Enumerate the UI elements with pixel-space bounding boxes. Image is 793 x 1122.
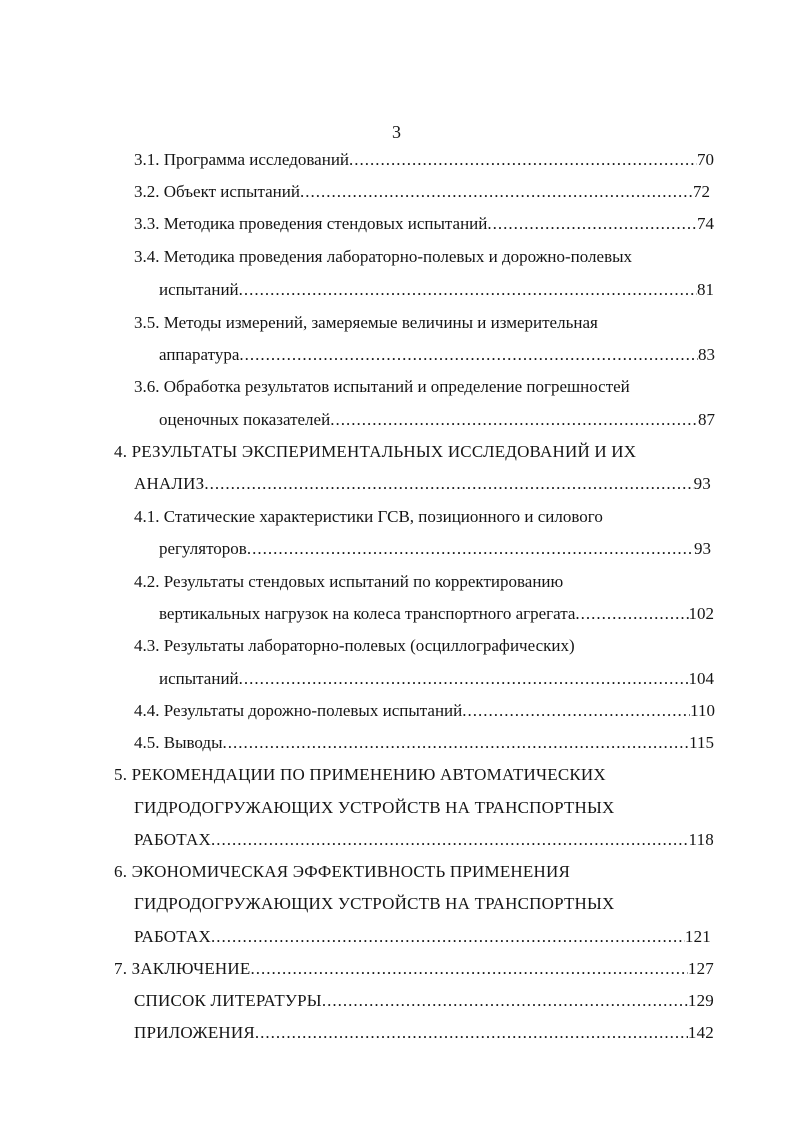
toc-leader-dots [330,409,698,431]
toc-entry-page: 142 [687,1023,714,1042]
toc-entry-4-5 [134,732,714,754]
toc-entry-title: ПРИЛОЖЕНИЯ [134,1023,255,1042]
toc-entry-title: 3.2. Объект испытаний [134,182,300,201]
toc-leader-dots [239,279,697,301]
toc-chapter-5-title-line2: ГИДРОДОГРУЖАЮЩИХ УСТРОЙСТВ НА ТРАНСПОРТНЫХ [134,798,615,817]
toc-leader-dots [211,926,685,948]
toc-entry-3-5-title: 3.5. Методы измерений, замеряемые величины и измерительная [134,313,598,332]
toc-entry-title: аппаратура [159,345,240,364]
toc-entry-title: 3.3. Методика проведения стендовых испытаний [134,214,488,233]
toc-entry-title: регуляторов [159,539,247,558]
toc-chapter-5 [134,829,714,851]
toc-leader-dots [322,990,688,1012]
toc-appendix [134,1022,714,1044]
toc-entry-title: 4.5. Выводы [134,733,223,752]
toc-entry-title: СПИСОК ЛИТЕРАТУРЫ [134,991,322,1010]
toc-chapter-4-title: 4. РЕЗУЛЬТАТЫ ЭКСПЕРИМЕНТАЛЬНЫХ ИССЛЕДОВАНИЙ И ИХ [114,442,637,461]
toc-chapter-6-title-line2: ГИДРОДОГРУЖАЮЩИХ УСТРОЙСТВ НА ТРАНСПОРТНЫХ [134,894,615,913]
toc-entry-4-1-title: 4.1. Статические характеристики ГСВ, позиционного и силового [134,507,603,526]
toc-chapter-4 [134,473,711,495]
page-number: 3 [392,122,401,142]
toc-entry-3-3 [134,213,714,235]
toc-chapter-6-title-line1: 6. ЭКОНОМИЧЕСКАЯ ЭФФЕКТИВНОСТЬ ПРИМЕНЕНИЯ [114,862,570,881]
toc-entry-page: 93 [694,539,711,558]
toc-entry-4-3 [159,668,714,690]
toc-entry-title: 3.1. Программа исследований [134,150,350,169]
toc-entry-title: РАБОТАХ [134,927,211,946]
toc-entry-3-2 [134,181,710,203]
toc-entry-4-2-title: 4.2. Результаты стендовых испытаний по корректированию [134,572,564,591]
toc-entry-3-4-title: 3.4. Методика проведения лабораторно-полевых и дорожно-полевых [134,247,633,266]
toc-entry-page: 81 [697,280,714,299]
toc-entry-title: РАБОТАХ [134,830,211,849]
toc-references [134,990,714,1012]
toc-entry-3-4 [159,279,714,301]
toc-entry-title: оценочных показателей [159,410,331,429]
toc-leader-dots [211,829,689,851]
toc-entry-page: 102 [688,604,714,623]
toc-entry-page: 72 [693,182,710,201]
toc-leader-dots [487,213,697,235]
toc-entry-page: 121 [684,927,711,946]
toc-entry-page: 70 [697,150,714,169]
toc-entry-page: 87 [698,410,715,429]
toc-leader-dots [239,668,689,690]
toc-chapter-7 [114,958,714,980]
toc-entry-title: испытаний [159,669,239,688]
toc-entry-title: вертикальных нагрузок на колеса транспортного агрегата [159,604,576,623]
toc-entry-3-5 [159,344,715,366]
toc-entry-page: 115 [689,733,714,752]
toc-entry-3-6-title: 3.6. Обработка результатов испытаний и определение погрешностей [134,377,630,396]
toc-entry-page: 83 [698,345,715,364]
toc-leader-dots [247,538,694,560]
toc-leader-dots [462,700,690,722]
toc-leader-dots [300,181,693,203]
toc-entry-title: 7. ЗАКЛЮЧЕНИЕ [114,959,251,978]
toc-chapter-5-title-line1: 5. РЕКОМЕНДАЦИИ ПО ПРИМЕНЕНИЮ АВТОМАТИЧЕСКИХ [114,765,606,784]
toc-entry-page: 127 [687,959,714,978]
toc-chapter-6 [134,926,711,948]
toc-entry-page: 110 [690,701,715,720]
toc-entry-title: испытаний [159,280,239,299]
toc-leader-dots [239,344,698,366]
toc-entry-page: 129 [687,991,714,1010]
toc-entry-page: 104 [688,669,714,688]
toc-entry-4-3-title: 4.3. Результаты лабораторно-полевых (осциллографических) [134,636,575,655]
toc-entry-4-2 [159,603,714,625]
toc-leader-dots [204,473,693,495]
toc-leader-dots [250,958,687,980]
toc-entry-4-4 [134,700,715,722]
toc-entry-title: АНАЛИЗ [134,474,205,493]
toc-entry-page: 74 [697,214,714,233]
toc-entry-page: 118 [688,830,714,849]
toc-entry-3-6 [159,409,715,431]
toc-entry-3-1 [134,149,714,171]
toc-leader-dots [255,1022,688,1044]
toc-entry-page: 93 [693,474,711,493]
toc-leader-dots [349,149,697,171]
toc-entry-4-1 [159,538,711,560]
toc-leader-dots [575,603,688,625]
toc-leader-dots [223,732,690,754]
toc-entry-title: 4.4. Результаты дорожно-полевых испытаний [134,701,463,720]
